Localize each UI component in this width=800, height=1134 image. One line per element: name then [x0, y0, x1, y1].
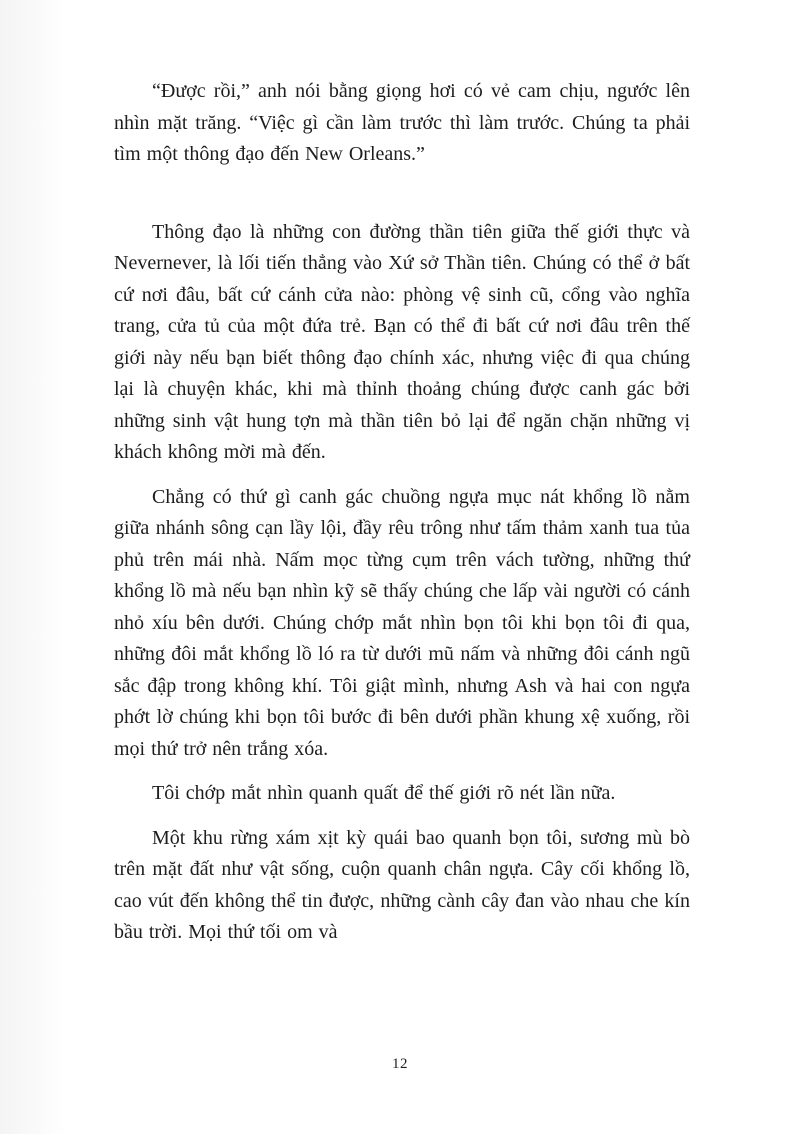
- paragraph-stable-description: Chẳng có thứ gì canh gác chuồng ngựa mục nát khổng lồ nằm giữa nhánh sông cạn lầy lội, đầy rêu trông như tấm thảm xanh tua tủa phủ trên mái nhà. Nấm mọc từng cụm trên vách tường, những thứ khổng lồ mà nếu bạn nhìn kỹ sẽ thấy chúng che lấp vài người có cánh nhỏ xíu bên dưới. Chúng chớp mắt nhìn bọn tôi khi bọn tôi đi qua, những đôi mắt khổng lồ ló ra từ dưới mũ nấm và những đôi cánh ngũ sắc đập trong không khí. Tôi giật mình, nhưng Ash và hai con ngựa phớt lờ chúng khi bọn tôi bước đi bên dưới phần khung xệ xuống, rồi mọi thứ trở nên trắng xóa.: [114, 485, 690, 760]
- scan-edge-shading: [0, 0, 80, 1134]
- page-number: 12: [392, 1056, 408, 1072]
- paragraph-passages-intro: Thông đạo là những con đường thần tiên giữa thế giới thực và Nevernever, là lối tiến thẳng vào Xứ sở Thần tiên. Chúng có thể ở bất cứ nơi đâu, bất cứ cánh cửa nào: phòng vệ sinh cũ, cổng vào nghĩa trang, cửa tủ của một đứa trẻ. Bạn có thể đi bất cứ nơi đâu trên thế giới này nếu bạn biết thông đạo chính xác, nhưng việc đi qua chúng lại là chuyện khác, khi mà thỉnh thoảng chúng được canh gác bởi những sinh vật hung tợn mà thần tiên bỏ lại để ngăn chặn những vị khách không mời mà đến.: [114, 220, 690, 463]
- paragraph-blink: Tôi chớp mắt nhìn quanh quất để thế giới rõ nét lần nữa.: [152, 782, 616, 804]
- paragraph-dialogue: “Được rồi,” anh nói bằng giọng hơi có vẻ cam chịu, ngước lên nhìn mặt trăng. “Việc gì cần làm trước thì làm trước. Chúng ta phải tìm một thông đạo đến New Orleans.”: [114, 80, 690, 165]
- page-text-column: [114, 76, 690, 962]
- paragraph-forest-description: Một khu rừng xám xịt kỳ quái bao quanh bọn tôi, sương mù bò trên mặt đất như vật sống, cuộn quanh chân ngựa. Cây cối khổng lồ, cao vút đến không thể tin được, những cành cây đan vào nhau che kín bầu trời. Mọi thứ tối om và: [114, 826, 690, 943]
